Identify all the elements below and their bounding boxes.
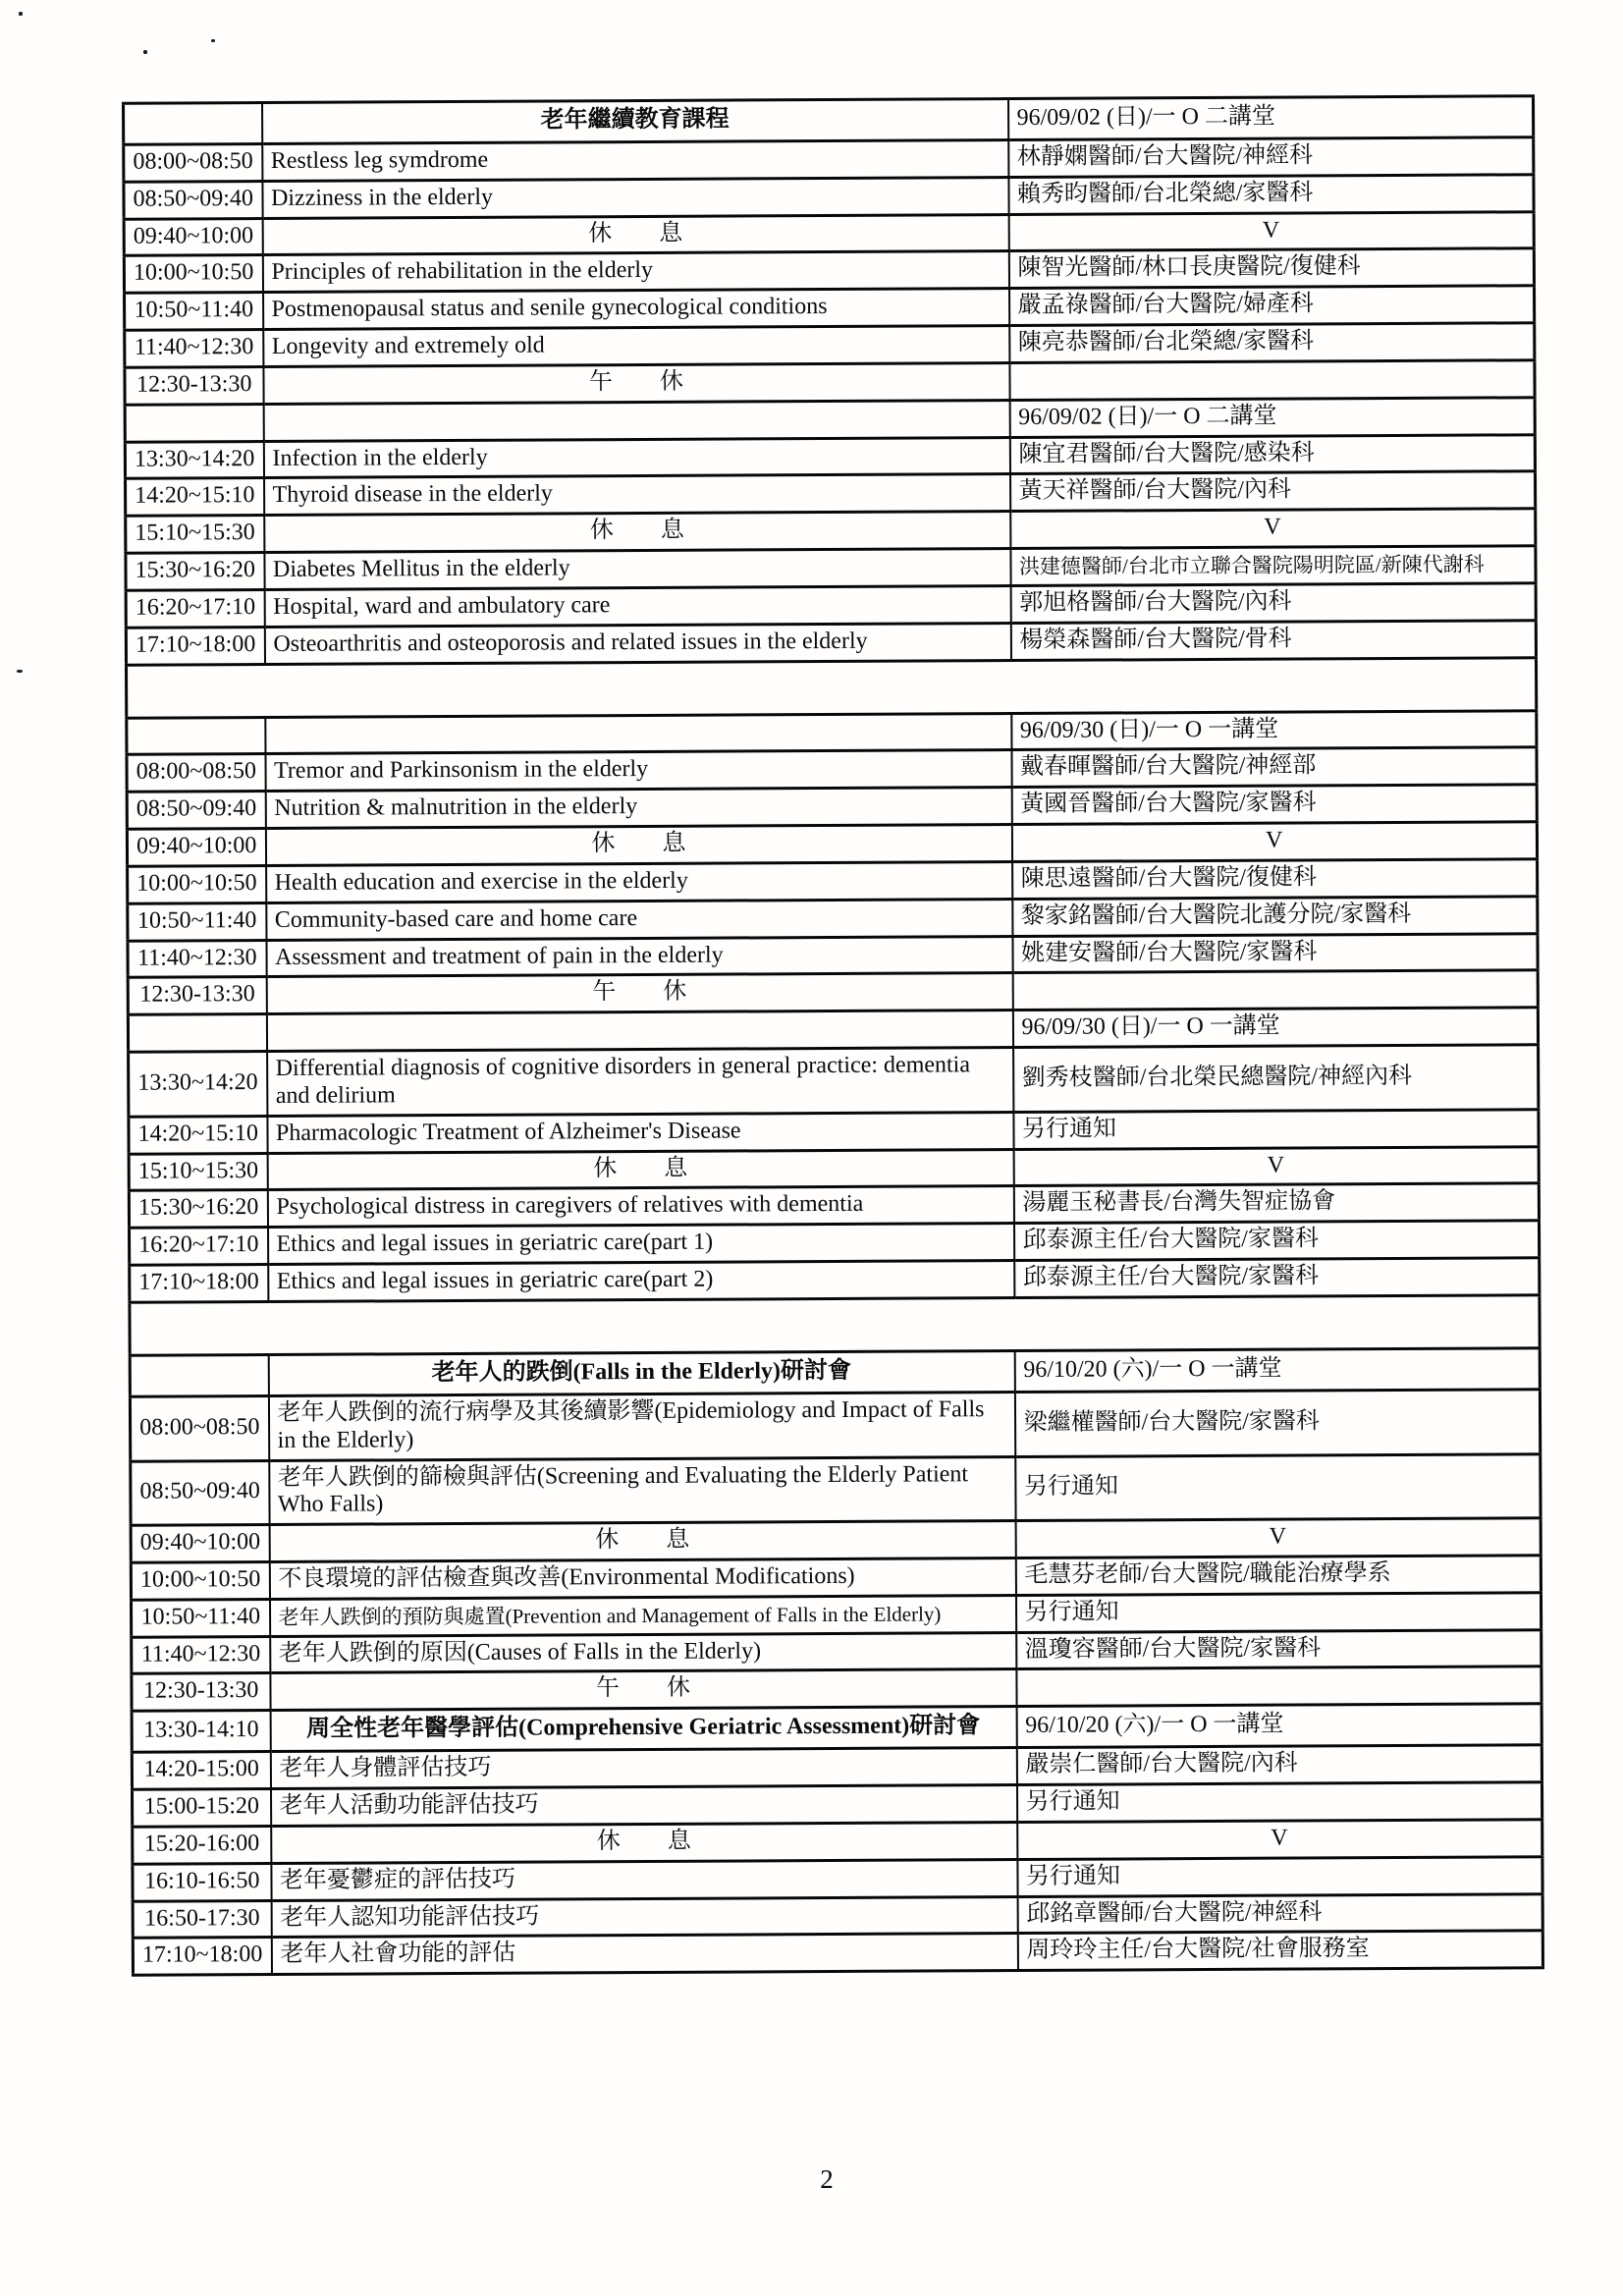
- speaker-cell: 黃天祥醫師/台大醫院/內科: [1010, 471, 1536, 512]
- speaker-cell: 另行通知: [1015, 1453, 1541, 1520]
- course-cell: 午 休: [266, 973, 1012, 1014]
- speaker-cell: 陳智光醫師/林口長庚醫院/復健科: [1008, 248, 1534, 289]
- course-cell: 老年憂鬱症的評估技巧: [271, 1859, 1017, 1900]
- course-cell: 午 休: [270, 1669, 1016, 1711]
- course-cell: Infection in the elderly: [263, 437, 1009, 478]
- course-cell: Principles of rehabilitation in the elderly: [262, 251, 1008, 293]
- course-cell: Ethics and legal issues in geriatric care(part 1): [268, 1224, 1014, 1265]
- schedule-rows: [124, 96, 1543, 1976]
- time-cell: 16:20~17:10: [126, 589, 264, 628]
- scan-speck: [211, 39, 215, 42]
- course-cell: 午 休: [263, 363, 1009, 405]
- course-cell: Hospital, ward and ambulatory care: [264, 585, 1010, 627]
- course-cell: 休 息: [267, 1149, 1013, 1190]
- course-cell: 休 息: [265, 825, 1011, 866]
- course-cell: Health education and exercise in the elderly: [266, 861, 1012, 902]
- course-cell: Diabetes Mellitus in the elderly: [264, 549, 1010, 590]
- course-cell: Psychological distress in caregivers of relatives with dementia: [267, 1186, 1013, 1228]
- course-cell: 老年人跌倒的流行病學及其後續影響(Epidemiology and Impact of Falls in the Elderly): [268, 1392, 1014, 1460]
- time-cell: 16:10-16:50: [133, 1863, 271, 1901]
- time-cell: 13:30-14:10: [132, 1711, 270, 1753]
- time-cell: [124, 103, 262, 145]
- scan-speck: [19, 12, 23, 16]
- speaker-cell: [1012, 970, 1538, 1011]
- course-cell: Community-based care and home care: [266, 899, 1012, 940]
- speaker-cell: 溫瓊容醫師/台大醫院/家醫科: [1016, 1629, 1542, 1669]
- spacer-cell: [130, 1295, 1540, 1356]
- speaker-cell: V: [1017, 1820, 1542, 1860]
- time-cell: 15:30~16:20: [126, 553, 264, 591]
- time-cell: 13:30~14:20: [125, 441, 263, 479]
- time-cell: 11:40~12:30: [128, 940, 266, 978]
- course-schedule-table: [122, 94, 1544, 1977]
- speaker-cell: 黎家銘醫師/台大醫院北護分院/家醫科: [1012, 896, 1538, 936]
- time-cell: 10:50~11:40: [128, 902, 266, 941]
- time-cell: 16:20~17:10: [130, 1228, 268, 1266]
- speaker-cell: 黃國晉醫師/台大醫院/家醫科: [1011, 785, 1537, 825]
- time-cell: [125, 404, 263, 442]
- time-cell: 08:50~09:40: [127, 792, 265, 830]
- course-cell: 老年人跌倒的預防與處置(Prevention and Management of Falls in the Elderly): [269, 1595, 1015, 1636]
- speaker-cell: 邱泰源主任/台大醫院/家醫科: [1014, 1221, 1540, 1261]
- course-cell: Nutrition & malnutrition in the elderly: [265, 788, 1011, 829]
- speaker-cell: 另行通知: [1013, 1109, 1539, 1149]
- schedule-row-header: [130, 1348, 1540, 1397]
- speaker-cell: 96/09/30 (日)/一 O 一講堂: [1011, 710, 1537, 750]
- time-cell: 08:00~08:50: [127, 754, 265, 793]
- speaker-cell: 邱銘章醫師/台大醫院/神經科: [1017, 1893, 1542, 1934]
- time-cell: 17:10~18:00: [126, 627, 264, 665]
- course-cell: Differential diagnosis of cognitive disorders in general practice: dementia and delirium: [267, 1048, 1013, 1117]
- time-cell: 11:40~12:30: [132, 1636, 270, 1674]
- scan-speck: [143, 50, 147, 54]
- course-cell: 休 息: [269, 1521, 1015, 1562]
- speaker-cell: 劉秀枝醫師/台北榮民總醫院/神經內科: [1013, 1045, 1539, 1112]
- course-cell: 老年繼續教育課程: [262, 99, 1008, 144]
- time-cell: 08:50~09:40: [124, 181, 262, 219]
- time-cell: 15:30~16:20: [129, 1190, 267, 1229]
- speaker-cell: 周玲玲主任/台大醫院/社會服務室: [1017, 1931, 1542, 1971]
- speaker-cell: V: [1013, 1146, 1539, 1186]
- course-cell: Postmenopausal status and senile gynecological conditions: [263, 289, 1009, 330]
- speaker-cell: 姚建安醫師/台大醫院/家醫科: [1012, 933, 1538, 973]
- time-cell: [130, 1354, 268, 1396]
- time-cell: 10:50~11:40: [125, 293, 263, 331]
- course-cell: Assessment and treatment of pain in the elderly: [266, 936, 1012, 977]
- time-cell: 14:20~15:10: [126, 478, 264, 517]
- speaker-cell: 洪建德醫師/台北市立聯合醫院陽明院區/新陳代謝科: [1010, 546, 1536, 586]
- course-cell: 休 息: [264, 512, 1010, 553]
- course-cell: 老年人的跌倒(Falls in the Elderly)研討會: [268, 1350, 1014, 1395]
- speaker-cell: 另行通知: [1015, 1593, 1541, 1633]
- time-cell: 09:40~10:00: [124, 218, 262, 256]
- speaker-cell: V: [1011, 822, 1537, 862]
- speaker-cell: 嚴崇仁醫師/台大醫院/內科: [1016, 1745, 1542, 1785]
- speaker-cell: V: [1015, 1518, 1541, 1558]
- course-cell: [266, 1011, 1012, 1052]
- course-cell: Osteoarthritis and osteoporosis and related issues in the elderly: [264, 623, 1010, 664]
- time-cell: 10:00~10:50: [131, 1561, 269, 1600]
- time-cell: 08:00~08:50: [130, 1395, 268, 1460]
- speaker-cell: [1016, 1667, 1542, 1707]
- speaker-cell: 陳亮恭醫師/台北榮總/家醫科: [1009, 323, 1535, 363]
- course-cell: [263, 400, 1009, 441]
- page-number: 2: [820, 2164, 834, 2194]
- speaker-cell: 96/09/30 (日)/一 O 一講堂: [1012, 1008, 1538, 1048]
- time-cell: 12:30-13:30: [132, 1673, 270, 1712]
- time-cell: 11:40~12:30: [125, 330, 263, 368]
- course-cell: Longevity and extremely old: [263, 326, 1009, 367]
- course-cell: 老年人身體評估技巧: [270, 1748, 1016, 1789]
- speaker-cell: 郭旭格醫師/台大醫院/內科: [1010, 583, 1536, 624]
- scan-speck: [17, 670, 23, 673]
- speaker-cell: 96/10/20 (六)/一 O 一講堂: [1014, 1348, 1540, 1393]
- schedule-row-spacer: [127, 657, 1537, 718]
- speaker-cell: [1009, 360, 1535, 401]
- time-cell: 10:00~10:50: [128, 865, 266, 903]
- speaker-cell: 96/09/02 (日)/一 O 二講堂: [1009, 398, 1535, 438]
- time-cell: 13:30~14:20: [129, 1052, 267, 1117]
- course-cell: Tremor and Parkinsonism in the elderly: [265, 750, 1011, 792]
- schedule-row-session: [131, 1453, 1541, 1525]
- speaker-cell: 林靜嫻醫師/台大醫院/神經科: [1008, 137, 1534, 178]
- speaker-cell: 賴秀昀醫師/台北榮總/家醫科: [1008, 175, 1534, 215]
- schedule-row-header: [132, 1704, 1542, 1753]
- course-cell: Dizziness in the elderly: [262, 177, 1008, 218]
- speaker-cell: 陳宜君醫師/台大醫院/感染科: [1009, 434, 1535, 474]
- spacer-cell: [127, 657, 1537, 718]
- time-cell: 15:20-16:00: [133, 1826, 271, 1864]
- course-cell: 不良環境的評估檢查與改善(Environmental Modifications): [269, 1558, 1015, 1600]
- time-cell: 09:40~10:00: [127, 829, 265, 867]
- course-cell: Pharmacologic Treatment of Alzheimer's Disease: [267, 1112, 1013, 1153]
- course-cell: 老年人認知功能評估技巧: [271, 1896, 1017, 1938]
- time-cell: 16:50-17:30: [133, 1900, 271, 1939]
- speaker-cell: 陳思遠醫師/台大醫院/復健科: [1012, 859, 1538, 900]
- speaker-cell: V: [1008, 211, 1534, 251]
- course-cell: 老年人跌倒的原因(Causes of Falls in the Elderly): [270, 1632, 1016, 1673]
- course-cell: [265, 713, 1011, 754]
- time-cell: 17:10~18:00: [133, 1938, 271, 1976]
- course-cell: 休 息: [271, 1822, 1017, 1863]
- speaker-cell: 楊榮森醫師/台大醫院/骨科: [1010, 620, 1536, 660]
- time-cell: [127, 717, 265, 755]
- speaker-cell: 另行通知: [1016, 1782, 1542, 1823]
- time-cell: 10:00~10:50: [124, 255, 262, 294]
- schedule-row-session: [130, 1390, 1540, 1461]
- time-cell: 17:10~18:00: [130, 1265, 268, 1303]
- speaker-cell: 96/09/02 (日)/一 O 二講堂: [1008, 96, 1534, 140]
- speaker-cell: 邱泰源主任/台大醫院/家醫科: [1014, 1258, 1540, 1298]
- speaker-cell: 湯麗玉秘書長/台灣失智症協會: [1013, 1183, 1539, 1224]
- schedule-row-spacer: [130, 1295, 1540, 1356]
- time-cell: 12:30-13:30: [125, 366, 263, 405]
- course-cell: Restless leg symdrome: [262, 140, 1008, 182]
- speaker-cell: 毛慧芬老師/台大醫院/職能治療學系: [1015, 1556, 1541, 1596]
- time-cell: 12:30-13:30: [128, 977, 266, 1015]
- speaker-cell: V: [1010, 509, 1536, 549]
- course-cell: 休 息: [262, 214, 1008, 255]
- time-cell: 08:00~08:50: [124, 144, 262, 183]
- time-cell: 08:50~09:40: [131, 1460, 269, 1525]
- time-cell: 09:40~10:00: [131, 1525, 269, 1563]
- schedule-row-session: [129, 1045, 1539, 1117]
- speaker-cell: 梁繼權醫師/台大醫院/家醫科: [1014, 1390, 1540, 1456]
- course-cell: 老年人跌倒的篩檢與評估(Screening and Evaluating the Elderly Patient Who Falls): [269, 1456, 1015, 1525]
- course-cell: Ethics and legal issues in geriatric care(part 2): [268, 1261, 1014, 1302]
- time-cell: 14:20~15:10: [129, 1116, 267, 1154]
- speaker-cell: 另行通知: [1017, 1856, 1542, 1896]
- course-cell: Thyroid disease in the elderly: [264, 474, 1010, 516]
- time-cell: 15:00-15:20: [133, 1789, 271, 1828]
- time-cell: 15:10~15:30: [126, 516, 264, 554]
- time-cell: [128, 1014, 266, 1053]
- time-cell: 15:10~15:30: [129, 1153, 267, 1191]
- speaker-cell: 嚴孟祿醫師/台大醫院/婦產科: [1009, 286, 1535, 326]
- course-cell: 周全性老年醫學評估(Comprehensive Geriatric Assessment)研討會: [270, 1707, 1016, 1752]
- schedule-row-session: [133, 1931, 1542, 1975]
- time-cell: 10:50~11:40: [131, 1599, 269, 1637]
- course-cell: 老年人活動功能評估技巧: [271, 1785, 1017, 1827]
- schedule-row-header: [124, 96, 1534, 145]
- course-cell: 老年人社會功能的評估: [271, 1934, 1017, 1975]
- speaker-cell: 戴春暉醫師/台大醫院/神經部: [1011, 747, 1537, 788]
- time-cell: 14:20-15:00: [132, 1752, 270, 1790]
- speaker-cell: 96/10/20 (六)/一 O 一講堂: [1016, 1704, 1542, 1748]
